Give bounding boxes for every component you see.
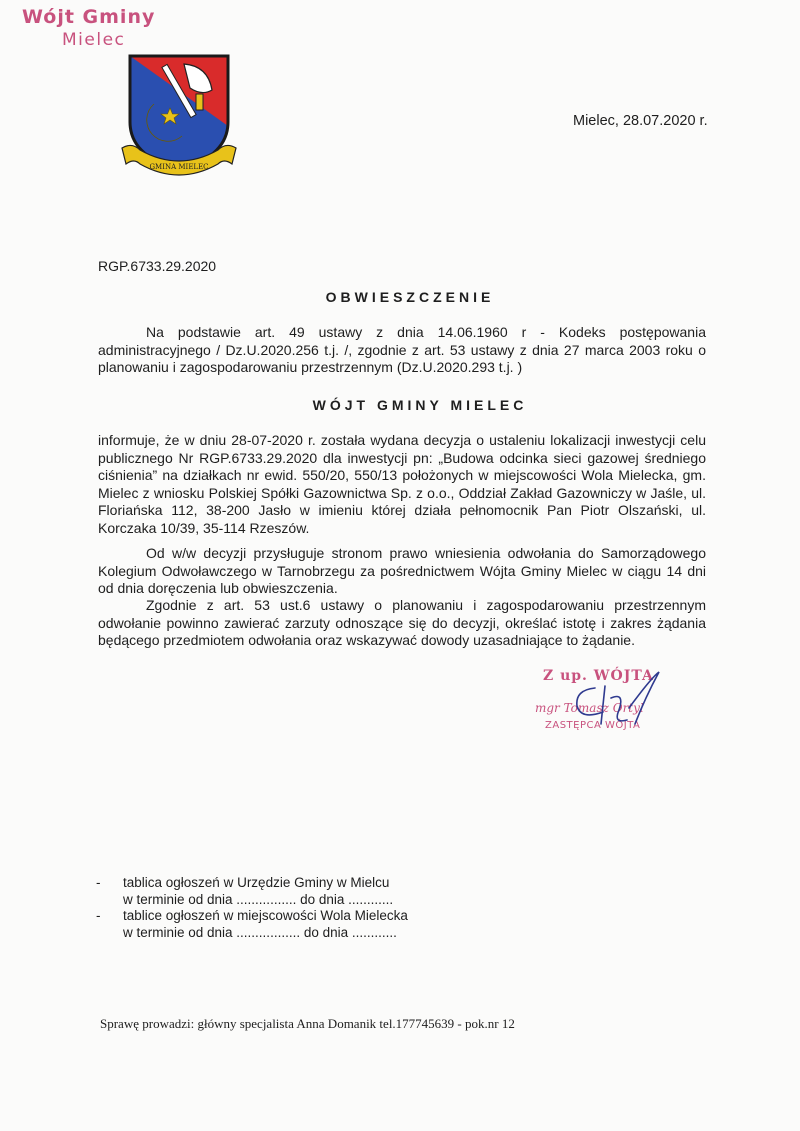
coat-of-arms-icon — [118, 52, 240, 187]
signature-stamp-title: ZASTĘPCA WÓJTA — [545, 720, 641, 731]
distribution-text: w terminie od dnia ................ do dnia ............ — [123, 892, 394, 907]
document-heading: OBWIESZCZENIE — [325, 289, 495, 305]
handwritten-signature — [555, 668, 665, 732]
inform-paragraph: informuje, że w dniu 28-07-2020 r. została wydana decyzja o ustaleniu lokalizacji inwestycji celu publicznego Nr RGP.6733.29.2020 dla inwestycji pn: „Budowa odcinka sieci gazowej średniego ciśnienia” na działkach nr ewid. 550/20, 550/13 położonych w miejscowości Wola Mielecka, gm. Mielec z wniosku Polskiej Spółki Gazownictwa Sp. z o.o., Oddział Zakład Gazowniczy w Jaśle, ul. Floriańska 112, 38-200 Jasło w imieniu której działa pełnomocnik Pan Piotr Olszański, ul. Korczaka 10/39, 35-114 Rzeszów. — [98, 432, 706, 536]
signature-stamp-name: mgr Tomasz Ortyl — [535, 701, 644, 715]
distribution-text: tablice ogłoszeń w miejscowości Wola Mielecka — [123, 908, 408, 923]
place-and-date: Mielec, 28.07.2020 r. — [573, 113, 708, 129]
authority-heading: WÓJT GMINY MIELEC — [312, 397, 528, 413]
list-dash: - — [96, 908, 101, 923]
stamp-line-1: Wójt Gminy — [22, 6, 156, 28]
stamp-line-2: Mielec — [62, 30, 126, 50]
distribution-text: tablica ogłoszeń w Urzędzie Gminy w Mielcu — [123, 875, 390, 890]
case-handler-footer: Sprawę prowadzi: główny specjalista Anna Domanik tel.177745639 - pok.nr 12 — [100, 1016, 515, 1031]
signature-stamp-line-1: Z up. WÓJTA — [543, 668, 654, 684]
signature-stamp — [525, 668, 685, 738]
coat-of-arms-logo — [118, 52, 240, 187]
list-dash: - — [96, 875, 101, 890]
appeal-paragraph: Od w/w decyzji przysługuje stronom prawo wniesienia odwołania do Samorządowego Kolegium Odwoławczego w Tarnobrzegu za pośrednictwem Wójta Gminy Mielec w ciągu 14 dni od dnia doręczenia lub obwieszczenia. — [98, 545, 706, 596]
reference-number: RGP.6733.29.2020 — [98, 258, 217, 274]
intro-paragraph: Na podstawie art. 49 ustawy z dnia 14.06.1960 r - Kodeks postępowania administracyjnego / Dz.U.2020.256 t.j. /, zgodnie z art. 53 ustawy z dnia 27 marca 2003 roku o planowaniu i zagospodarowaniu przestrzennym (Dz.U.2020.293 t.j. ) — [98, 324, 706, 375]
crest-banner-text: GMINA MIELEC — [149, 163, 209, 171]
distribution-text: w terminie od dnia ................. do dnia ............ — [123, 925, 397, 940]
appeal-content-paragraph: Zgodnie z art. 53 ust.6 ustawy o planowaniu i zagospodarowaniu przestrzennym odwołanie powinno zawierać zarzuty odnoszące się do decyzji, określać istotę i zakres żądania będącego przedmiotem odwołania oraz wskazywać dowody uzasadniające to żądanie. — [98, 597, 706, 648]
